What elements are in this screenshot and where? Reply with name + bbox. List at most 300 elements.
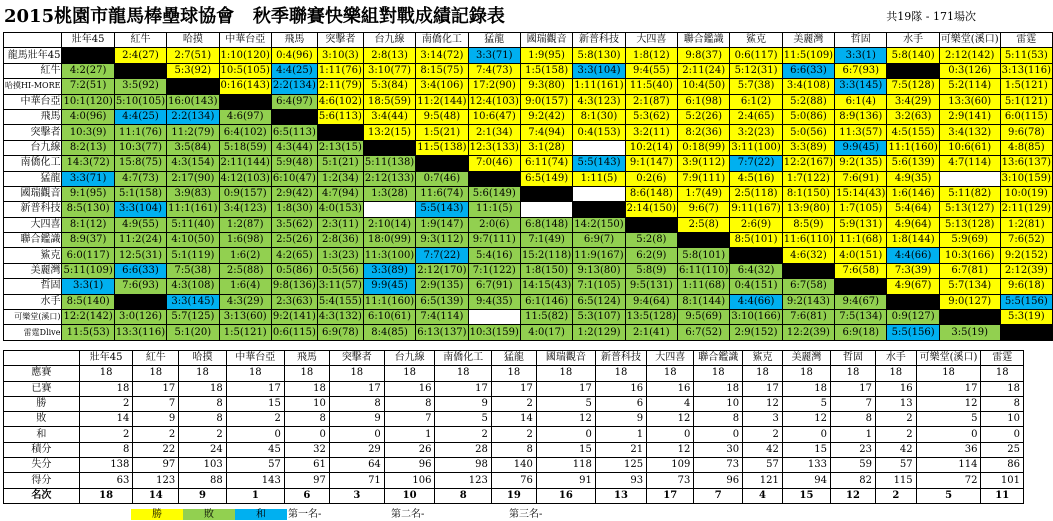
team-name: 突擊者	[4, 125, 62, 140]
match-result-cell: 1:11(76)	[317, 63, 363, 78]
match-result-cell: 1:8(150)	[520, 263, 572, 278]
team-row	[4, 217, 1053, 232]
stat-value: 96	[384, 458, 435, 473]
match-result-cell: 3:3(71)	[62, 171, 114, 186]
match-result-cell: 11:1(76)	[114, 125, 166, 140]
match-result-cell: 7:4(94)	[520, 125, 572, 140]
match-result-cell: 13:2(15)	[363, 125, 415, 140]
match-result-cell: 10:3(166)	[939, 248, 1000, 263]
stat-value: 5	[782, 396, 830, 411]
self-match-cell	[887, 63, 939, 78]
match-result-cell: 5:5(143)	[573, 156, 625, 171]
self-match-cell	[835, 279, 887, 294]
match-result-cell: 6:7(52)	[678, 325, 730, 340]
match-result-cell: 6:7(93)	[835, 63, 887, 78]
stat-value: 18	[831, 366, 876, 381]
stat-value: 97	[284, 473, 329, 488]
match-result-cell: 10:3(77)	[114, 140, 166, 155]
match-result-cell: 3:5(62)	[271, 217, 317, 232]
match-result-cell: 5:6(113)	[317, 109, 363, 124]
stat-row-points	[4, 442, 1024, 457]
match-result-cell: 2:11(144)	[219, 156, 271, 171]
stat-value: 8	[694, 412, 743, 427]
match-result-cell: 9:0(127)	[939, 294, 1000, 309]
stat-value: 115	[875, 473, 916, 488]
stat-value: 17	[329, 381, 384, 396]
stat-value: 1	[831, 427, 876, 442]
match-result-cell: 2:5(26)	[271, 233, 317, 248]
standings-col-header: 國瑞觀音	[536, 351, 595, 366]
match-result-cell: 11:6(74)	[416, 186, 468, 201]
match-result-cell: 10:4(50)	[678, 79, 730, 94]
self-match-cell	[520, 186, 572, 201]
standings-col-header: 美麗灣	[782, 351, 830, 366]
standings-col-header: 中華台亞	[226, 351, 284, 366]
team-row	[4, 156, 1053, 171]
match-result-cell: 11:5(40)	[625, 79, 677, 94]
match-result-cell: 5:7(134)	[939, 279, 1000, 294]
match-result-cell: 3:9(83)	[167, 186, 219, 201]
match-result-cell: 5:2(88)	[782, 94, 834, 109]
match-result-cell: 5:11(109)	[62, 263, 114, 278]
team-name: 大四喜	[4, 217, 62, 232]
stat-value: 2	[79, 427, 133, 442]
stat-value: 2	[875, 488, 916, 503]
match-result-cell: 5:1(158)	[114, 186, 166, 201]
stat-value: 4	[743, 488, 783, 503]
match-result-cell: 2:11(79)	[317, 79, 363, 94]
team-row	[4, 202, 1053, 217]
match-result-cell	[573, 140, 625, 155]
match-result-cell: 6:9(18)	[835, 325, 887, 340]
stat-value: 16	[647, 381, 694, 396]
stat-value: 30	[694, 442, 743, 457]
match-result-cell: 2:3(11)	[317, 217, 363, 232]
stat-value: 7	[831, 396, 876, 411]
stat-value: 86	[981, 458, 1024, 473]
match-result-cell: 9:1(147)	[625, 156, 677, 171]
match-result-cell: 5:5(156)	[1000, 294, 1052, 309]
match-result-cell: 5:4(16)	[468, 248, 520, 263]
stat-value: 18	[284, 381, 329, 396]
match-result-cell: 14:2(150)	[573, 217, 625, 232]
match-result-cell: 3:9(112)	[678, 156, 730, 171]
match-result-cell: 2:5(118)	[730, 186, 782, 201]
match-result-cell	[468, 310, 520, 325]
match-result-cell: 2:9(135)	[416, 279, 468, 294]
match-result-cell: 4:3(132)	[317, 310, 363, 325]
match-result-cell: 2:11(24)	[678, 63, 730, 78]
team-row	[4, 233, 1053, 248]
match-result-cell: 4:7(94)	[317, 186, 363, 201]
match-result-cell: 5:9(69)	[939, 233, 1000, 248]
match-result-cell: 2:9(152)	[730, 325, 782, 340]
match-result-cell: 5:6(139)	[887, 156, 939, 171]
team-name: 哈摸HI-MORE	[4, 79, 62, 94]
stat-value: 18	[79, 381, 133, 396]
match-result-cell: 5:8(101)	[678, 248, 730, 263]
stat-value: 12	[743, 396, 783, 411]
stat-value: 18	[981, 381, 1024, 396]
match-result-cell: 1:9(95)	[520, 48, 572, 63]
stat-value: 32	[284, 442, 329, 457]
stat-value: 18	[595, 366, 646, 381]
matrix-col-header: 南僑化工	[416, 33, 468, 48]
match-result-cell: 12:3(133)	[468, 140, 520, 155]
stat-value: 2	[743, 427, 783, 442]
stat-value: 10	[981, 412, 1024, 427]
match-result-cell: 5:3(19)	[1000, 310, 1052, 325]
match-result-cell: 10:6(47)	[468, 109, 520, 124]
stat-value: 71	[329, 473, 384, 488]
team-row	[4, 109, 1053, 124]
match-result-cell: 7:5(134)	[835, 310, 887, 325]
match-result-cell: 1:5(158)	[520, 63, 572, 78]
match-result-cell: 9:2(152)	[1000, 248, 1052, 263]
team-name: 可樂堂(溪口)	[4, 310, 62, 325]
stat-value: 16	[875, 381, 916, 396]
self-match-cell	[317, 125, 363, 140]
match-result-cell: 12:2(167)	[782, 156, 834, 171]
match-result-cell: 7:5(38)	[167, 263, 219, 278]
match-matrix	[3, 32, 1053, 341]
match-result-cell: 16:0(143)	[167, 94, 219, 109]
matrix-col-header: 壯年45	[62, 33, 114, 48]
match-result-cell: 1:2(87)	[219, 217, 271, 232]
match-result-cell: 5:11(138)	[363, 156, 415, 171]
legend-first-place: 第一名-	[288, 509, 322, 520]
stat-value: 14	[79, 412, 133, 427]
team-name: 美麗灣	[4, 263, 62, 278]
match-result-cell: 7:7(22)	[416, 248, 468, 263]
match-result-cell: 1:11(5)	[573, 171, 625, 186]
match-result-cell: 4:9(35)	[887, 171, 939, 186]
match-result-cell: 9:9(45)	[363, 279, 415, 294]
match-result-cell: 6:7(91)	[468, 279, 520, 294]
match-result-cell: 3:2(11)	[625, 125, 677, 140]
stat-value: 2	[491, 427, 536, 442]
stat-value: 9	[329, 412, 384, 427]
standings-col-header: 鯊克	[743, 351, 783, 366]
stat-value: 16	[595, 381, 646, 396]
team-name: 中華台亞	[4, 94, 62, 109]
page-title: 2015桃園市龍馬棒壘球協會 秋季聯賽快樂組對戰成績記錄表	[4, 6, 505, 27]
stat-label: 積分	[4, 442, 80, 457]
stat-value: 23	[831, 442, 876, 457]
stat-value: 106	[384, 473, 435, 488]
stat-value: 7	[384, 412, 435, 427]
team-name: 紅牛	[4, 63, 62, 78]
match-result-cell: 7:6(81)	[782, 310, 834, 325]
match-result-cell: 3:2(63)	[887, 109, 939, 124]
stat-label: 勝	[4, 396, 80, 411]
stat-value: 0	[694, 427, 743, 442]
match-result-cell: 2:9(42)	[271, 186, 317, 201]
match-result-cell: 7:4(114)	[416, 310, 468, 325]
match-result-cell: 4:6(32)	[782, 248, 834, 263]
stat-value: 42	[875, 442, 916, 457]
match-result-cell: 5:3(62)	[625, 109, 677, 124]
stat-value: 12	[647, 412, 694, 427]
match-result-cell: 4:4(66)	[730, 294, 782, 309]
match-result-cell: 5:4(64)	[887, 202, 939, 217]
stat-value: 15	[782, 442, 830, 457]
standings-col-header: 突擊者	[329, 351, 384, 366]
stat-row-losses	[4, 412, 1024, 427]
match-result-cell: 1:2(34)	[317, 171, 363, 186]
stat-label: 應賽	[4, 366, 80, 381]
stat-value: 18	[79, 366, 133, 381]
match-result-cell: 5:4(155)	[317, 294, 363, 309]
match-result-cell: 0:18(99)	[678, 140, 730, 155]
match-result-cell: 1:6(2)	[219, 248, 271, 263]
match-result-cell: 11:1(161)	[167, 202, 219, 217]
match-result-cell: 6:9(78)	[317, 325, 363, 340]
match-result-cell: 3:3(1)	[62, 279, 114, 294]
matrix-col-header: 美麗灣	[782, 33, 834, 48]
stat-value: 2	[875, 427, 916, 442]
match-result-cell: 5:5(143)	[416, 202, 468, 217]
match-result-cell: 13:9(80)	[782, 202, 834, 217]
standings-col-header: 雷霆	[981, 351, 1024, 366]
stat-value: 64	[329, 458, 384, 473]
stat-row-should-play	[4, 366, 1024, 381]
stat-value: 17	[916, 381, 981, 396]
match-result-cell: 3:3(145)	[167, 294, 219, 309]
match-result-cell: 4:3(154)	[167, 156, 219, 171]
stat-value: 2	[875, 412, 916, 427]
match-result-cell: 7:1(49)	[520, 233, 572, 248]
stat-value: 10	[284, 396, 329, 411]
standings-col-header: 紅牛	[133, 351, 179, 366]
match-result-cell: 2:4(27)	[114, 48, 166, 63]
match-result-cell: 7:3(39)	[887, 263, 939, 278]
team-name: 鯊克	[4, 248, 62, 263]
team-name: 聯合鑑識	[4, 233, 62, 248]
match-result-cell: 5:11(82)	[939, 186, 1000, 201]
match-result-cell: 5:13(127)	[939, 202, 1000, 217]
match-result-cell: 10:6(61)	[939, 140, 1000, 155]
stat-label: 得分	[4, 473, 80, 488]
match-result-cell: 12:4(103)	[468, 94, 520, 109]
stat-value: 22	[133, 442, 179, 457]
match-result-cell: 5:10(105)	[114, 94, 166, 109]
stat-value: 13	[595, 488, 646, 503]
match-result-cell: 10:2(14)	[625, 140, 677, 155]
match-result-cell	[573, 186, 625, 201]
match-result-cell: 14:15(43)	[520, 279, 572, 294]
match-result-cell: 2:12(170)	[416, 263, 468, 278]
stat-value: 9	[435, 396, 491, 411]
stat-value: 28	[435, 442, 491, 457]
match-result-cell: 1:7(105)	[835, 202, 887, 217]
stat-value: 18	[782, 381, 830, 396]
team-row	[4, 325, 1053, 340]
match-result-cell: 2:1(87)	[625, 94, 677, 109]
match-result-cell: 10:3(159)	[468, 325, 520, 340]
match-result-cell: 4:4(25)	[114, 109, 166, 124]
team-row	[4, 79, 1053, 94]
stat-value: 101	[981, 473, 1024, 488]
match-result-cell: 2:4(65)	[730, 109, 782, 124]
legend-second-place: 第二名-	[391, 509, 425, 520]
match-result-cell: 1:6(146)	[887, 186, 939, 201]
match-result-cell: 1:6(98)	[219, 233, 271, 248]
stat-value: 11	[981, 488, 1024, 503]
self-match-cell	[468, 171, 520, 186]
stat-row-rank	[4, 488, 1024, 503]
match-result-cell: 5:1(119)	[167, 248, 219, 263]
match-result-cell: 2:2(134)	[271, 79, 317, 94]
standings-col-header: 聯合鑑識	[694, 351, 743, 366]
matrix-col-header: 國瑞觀音	[520, 33, 572, 48]
match-result-cell: 1:7(122)	[782, 171, 834, 186]
match-result-cell: 7:0(46)	[468, 156, 520, 171]
match-result-cell: 6:5(149)	[520, 171, 572, 186]
match-result-cell: 4:6(102)	[317, 94, 363, 109]
stat-value: 121	[743, 473, 783, 488]
match-result-cell: 2:5(8)	[678, 217, 730, 232]
matrix-col-header: 哈摸	[167, 33, 219, 48]
match-result-cell: 5:18(59)	[219, 140, 271, 155]
matrix-col-header: 猛龍	[468, 33, 520, 48]
match-result-cell: 6:4(102)	[219, 125, 271, 140]
match-result-cell: 3:4(132)	[939, 125, 1000, 140]
team-row	[4, 140, 1053, 155]
stat-value: 8	[329, 396, 384, 411]
self-match-cell	[939, 310, 1000, 325]
match-result-cell: 4:5(155)	[887, 125, 939, 140]
match-result-cell: 13:3(116)	[114, 325, 166, 340]
matrix-col-header: 紅牛	[114, 33, 166, 48]
match-result-cell: 9:8(37)	[678, 48, 730, 63]
match-result-cell: 5:1(121)	[1000, 94, 1052, 109]
match-result-cell: 4:4(25)	[271, 63, 317, 78]
stat-value: 45	[226, 442, 284, 457]
match-result-cell: 4:7(114)	[939, 156, 1000, 171]
team-name: 猛龍	[4, 171, 62, 186]
match-result-cell: 9:5(48)	[416, 109, 468, 124]
standings-col-header: 飛馬	[284, 351, 329, 366]
stat-value: 18	[133, 366, 179, 381]
stat-value: 109	[647, 458, 694, 473]
match-result-cell: 2:11(129)	[1000, 202, 1052, 217]
match-result-cell: 2:17(90)	[167, 171, 219, 186]
match-result-cell: 7:6(58)	[835, 263, 887, 278]
stat-value: 140	[491, 458, 536, 473]
stat-value: 17	[435, 381, 491, 396]
match-result-cell: 9:5(131)	[625, 279, 677, 294]
team-name: 飛馬	[4, 109, 62, 124]
match-result-cell: 6:1(2)	[730, 94, 782, 109]
match-result-cell: 6:2(9)	[625, 248, 677, 263]
match-result-cell: 0:4(96)	[271, 48, 317, 63]
stat-value: 72	[916, 473, 981, 488]
match-result-cell: 9:2(143)	[782, 294, 834, 309]
team-row	[4, 248, 1053, 263]
match-result-cell: 3:10(77)	[363, 63, 415, 78]
match-result-cell: 0:5(86)	[271, 263, 317, 278]
match-result-cell: 4:9(64)	[887, 217, 939, 232]
self-match-cell	[219, 94, 271, 109]
match-result-cell: 18:0(99)	[363, 233, 415, 248]
match-result-cell: 3:3(89)	[363, 263, 415, 278]
match-result-cell: 3:5(84)	[167, 140, 219, 155]
match-result-cell: 4:3(108)	[167, 279, 219, 294]
match-result-cell: 2:2(134)	[167, 109, 219, 124]
match-result-cell: 0:7(46)	[416, 171, 468, 186]
legend-win-swatch: 勝	[131, 509, 183, 520]
match-result-cell: 3:3(104)	[114, 202, 166, 217]
match-result-cell: 2:3(63)	[271, 294, 317, 309]
stat-value: 1	[384, 427, 435, 442]
match-result-cell: 2:5(88)	[219, 263, 271, 278]
stat-value: 16	[384, 381, 435, 396]
stat-value: 15	[782, 488, 830, 503]
match-result-cell: 9:11(167)	[730, 202, 782, 217]
match-result-cell: 8:5(101)	[730, 233, 782, 248]
match-result-cell: 8:4(85)	[363, 325, 415, 340]
match-result-cell: 8:9(37)	[62, 233, 114, 248]
match-result-cell: 6:0(115)	[1000, 109, 1052, 124]
match-result-cell: 3:11(100)	[730, 140, 782, 155]
self-match-cell	[1000, 325, 1052, 340]
match-result-cell: 3:14(72)	[416, 48, 468, 63]
match-result-cell: 3:3(1)	[835, 48, 887, 63]
matrix-col-header: 哲固	[835, 33, 887, 48]
stat-row-runs-scored	[4, 473, 1024, 488]
stat-value: 17	[536, 381, 595, 396]
stat-value: 18	[694, 381, 743, 396]
stat-value: 0	[981, 427, 1024, 442]
standings-corner	[4, 351, 80, 366]
stat-value: 12	[536, 412, 595, 427]
match-result-cell: 2:12(133)	[363, 171, 415, 186]
match-result-cell: 1:3(28)	[363, 186, 415, 201]
stat-value: 29	[329, 442, 384, 457]
match-result-cell: 0:9(157)	[219, 186, 271, 201]
stat-value: 42	[743, 442, 783, 457]
match-result-cell: 11:1(68)	[835, 233, 887, 248]
match-result-cell: 1:6(4)	[219, 279, 271, 294]
match-result-cell: 4:0(96)	[62, 109, 114, 124]
match-result-cell: 6:13(137)	[416, 325, 468, 340]
match-result-cell: 5:11(53)	[1000, 48, 1052, 63]
match-result-cell: 9:8(136)	[271, 279, 317, 294]
stat-label: 敗	[4, 412, 80, 427]
team-name: 雷霆Dlive	[4, 325, 62, 340]
stat-value: 0	[329, 427, 384, 442]
match-result-cell: 3:13(116)	[1000, 63, 1052, 78]
legend	[3, 509, 1023, 521]
match-result-cell: 1:9(147)	[416, 217, 468, 232]
match-result-cell: 2:12(142)	[939, 48, 1000, 63]
match-result-cell: 3:4(44)	[363, 109, 415, 124]
stat-value: 17	[491, 381, 536, 396]
team-name: 國瑞觀音	[4, 186, 62, 201]
match-result-cell: 2:13(15)	[317, 140, 363, 155]
match-result-cell: 1:7(49)	[678, 186, 730, 201]
stat-value: 76	[491, 473, 536, 488]
match-result-cell: 8:5(9)	[782, 217, 834, 232]
match-result-cell: 1:2(129)	[573, 325, 625, 340]
match-result-cell: 10:5(105)	[219, 63, 271, 78]
match-result-cell: 2:0(6)	[468, 217, 520, 232]
match-result-cell: 5:3(107)	[573, 310, 625, 325]
match-result-cell: 3:13(60)	[219, 310, 271, 325]
stat-value: 96	[694, 473, 743, 488]
self-match-cell	[730, 248, 782, 263]
